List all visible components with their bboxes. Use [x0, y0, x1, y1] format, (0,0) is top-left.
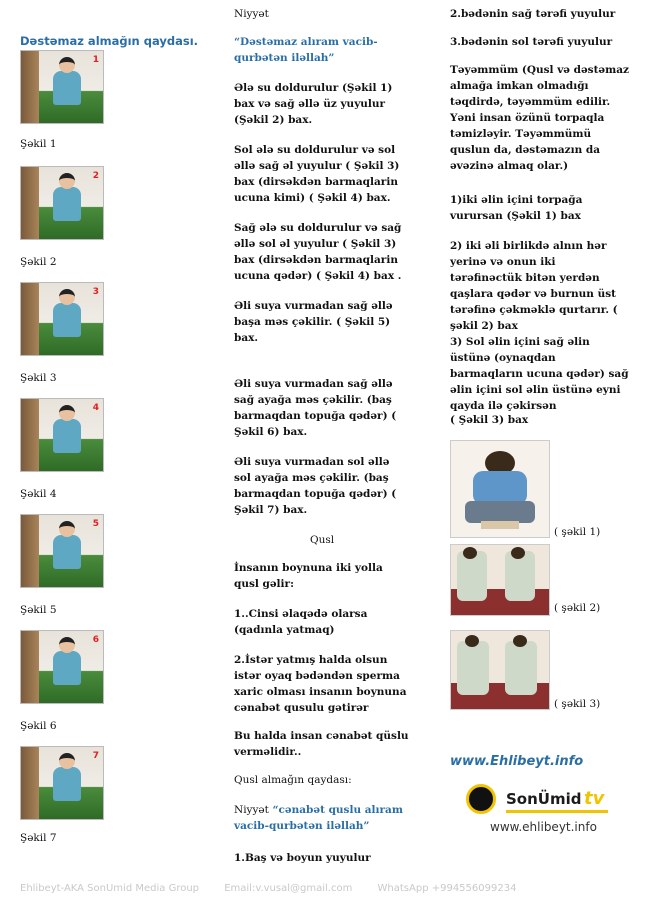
website-link-blue[interactable]: www.Ehlibeyt.info [450, 754, 584, 769]
niyyat-label: Niyyət [234, 8, 269, 20]
qusl-paragraph-3: 2.İstər yatmış halda olsun istər oyaq bədəndən sperma xaric olması insanın boynuna cənabət qusulu gətirər [234, 654, 407, 714]
tayammum-step-2: 2) iki əli birlikdə alnın hər yerinə və onun iki tərəfinəctük bitən yerdən qaşlara qədər və burnun üst tərəfinə çəkməklə qurtarır. ( şəkil 2) bax [450, 240, 618, 332]
fig-caption-2: ( şəkil 2) [554, 602, 601, 614]
qusl-intention [234, 802, 409, 834]
tayammum-ref-3: ( Şəkil 3) bax [450, 414, 529, 426]
photo-step-1: 1 [20, 50, 104, 124]
footer-email: Email:v.vusal@gmail.com [224, 883, 353, 894]
tayammum-illustration-2 [450, 544, 550, 616]
logo-text: SonÜmid [506, 790, 582, 808]
footer-org: Ehlibeyt-AKA SonUmid Media Group [20, 883, 200, 894]
step-paragraph-5: Əli suya vurmadan sağ əllə sağ ayağa məs çəkilir. (baş barmaqdan topuğa qədər) ( Şəkil 6) bax. [234, 378, 397, 438]
step-paragraph-4: Əli suya vurmadan sağ əllə başa məs çəkilir. ( Şəkil 5) bax. [234, 300, 393, 344]
qusl-procedure-heading: Qusl almağın qaydası: [234, 774, 352, 786]
qusl-paragraph-1: İnsanın boynuna iki yolla qusl gəlir: [234, 562, 383, 590]
qusl-step-1: 1.Baş və boyun yuyulur [234, 852, 371, 864]
caption-5: Şəkil 5 [20, 604, 57, 616]
fig-caption-1: ( şəkil 1) [554, 526, 601, 538]
sonumid-tv-logo [466, 782, 636, 818]
caption-6: Şəkil 6 [20, 720, 57, 732]
caption-2: Şəkil 2 [20, 256, 57, 268]
step-paragraph-1: Ələ su doldurulur (Şəkil 1) bax və sağ əllə üz yuyulur (Şəkil 2) bax. [234, 82, 393, 126]
photo-step-6: 6 [20, 630, 104, 704]
tayammum-intro: Təyəmmüm (Qusl və dəstəmaz almağa imkan olmadığı təqdirdə, təyəmmüm edilir. Yəni insan özünü torpaqla təmizləyir. Təyəmmümü quslun da, dəstəmazın da əvəzinə almaq olar.) [450, 64, 629, 172]
qusl-step-2: 2.bədənin sağ tərəfi yuyulur [450, 8, 616, 20]
qusl-heading: Qusl [310, 534, 335, 546]
logo-tv: tv [584, 788, 605, 809]
step-paragraph-3: Sağ ələ su doldurulur və sağ əllə sol əl yuyulur ( Şəkil 3) bax (dirsəkdən barmaqlarin ucuna qədər) ( Şəkil 4) bax . [234, 222, 402, 282]
caption-3: Şəkil 3 [20, 372, 57, 384]
caption-7: Şəkil 7 [20, 832, 57, 844]
wudu-title: Dəstəmaz almağın qaydası. [20, 34, 199, 48]
wudu-intention: “Dəstəmaz alıram vacib-qurbətən iləllah” [234, 36, 378, 64]
qusl-paragraph-4: Bu halda insan cənabət qüslu verməlidir.. [234, 730, 409, 758]
caption-1: Şəkil 1 [20, 138, 57, 150]
tayammum-illustration-3 [450, 630, 550, 710]
footer-whatsapp: WhatsApp +994556099234 [377, 883, 517, 894]
photo-step-2: 2 [20, 166, 104, 240]
photo-step-7: 7 [20, 746, 104, 820]
qusl-paragraph-2: 1..Cinsi əlaqədə olarsa (qadınla yatmaq) [234, 608, 368, 636]
tayammum-illustration-1 [450, 440, 550, 538]
qusl-niyyat-text: “cənabət quslu alıram vacib-qurbətən iləllah” [234, 804, 403, 832]
caption-4: Şəkil 4 [20, 488, 57, 500]
tayammum-step-3: 3) Sol əlin içini sağ əlin üstünə (oynaqdan barmaqların ucuna qədər) sağ əlin içini sol əlin üstünə eyni qayda ilə çəkirsən [450, 336, 629, 412]
photo-step-4: 4 [20, 398, 104, 472]
photo-step-5: 5 [20, 514, 104, 588]
fig-caption-3: ( şəkil 3) [554, 698, 601, 710]
step-paragraph-2: Sol ələ su doldurulur və sol əllə sağ əl yuyulur ( Şəkil 3) bax (dirsəkdən barmaqlarin ucuna kimi) ( Şəkil 4) bax. [234, 144, 400, 204]
logo-underline [506, 810, 608, 813]
step-paragraph-6: Əli suya vurmadan sol əllə sol ayağa məs çəkilir. (baş barmaqdan topuğa qədər) ( Şəkil 7) bax. [234, 456, 397, 516]
page-footer [20, 883, 538, 894]
website-link-plain[interactable]: www.ehlibeyt.info [490, 820, 597, 834]
tayammum-step-1: 1)iki əlin içini torpağa vurursan (Şəkil 1) bax [450, 194, 583, 222]
photo-step-3: 3 [20, 282, 104, 356]
qusl-niyyat-label: Niyyət [234, 804, 269, 816]
left-column [20, 0, 200, 900]
qusl-step-3: 3.bədənin sol tərəfi yuyulur [450, 36, 613, 48]
